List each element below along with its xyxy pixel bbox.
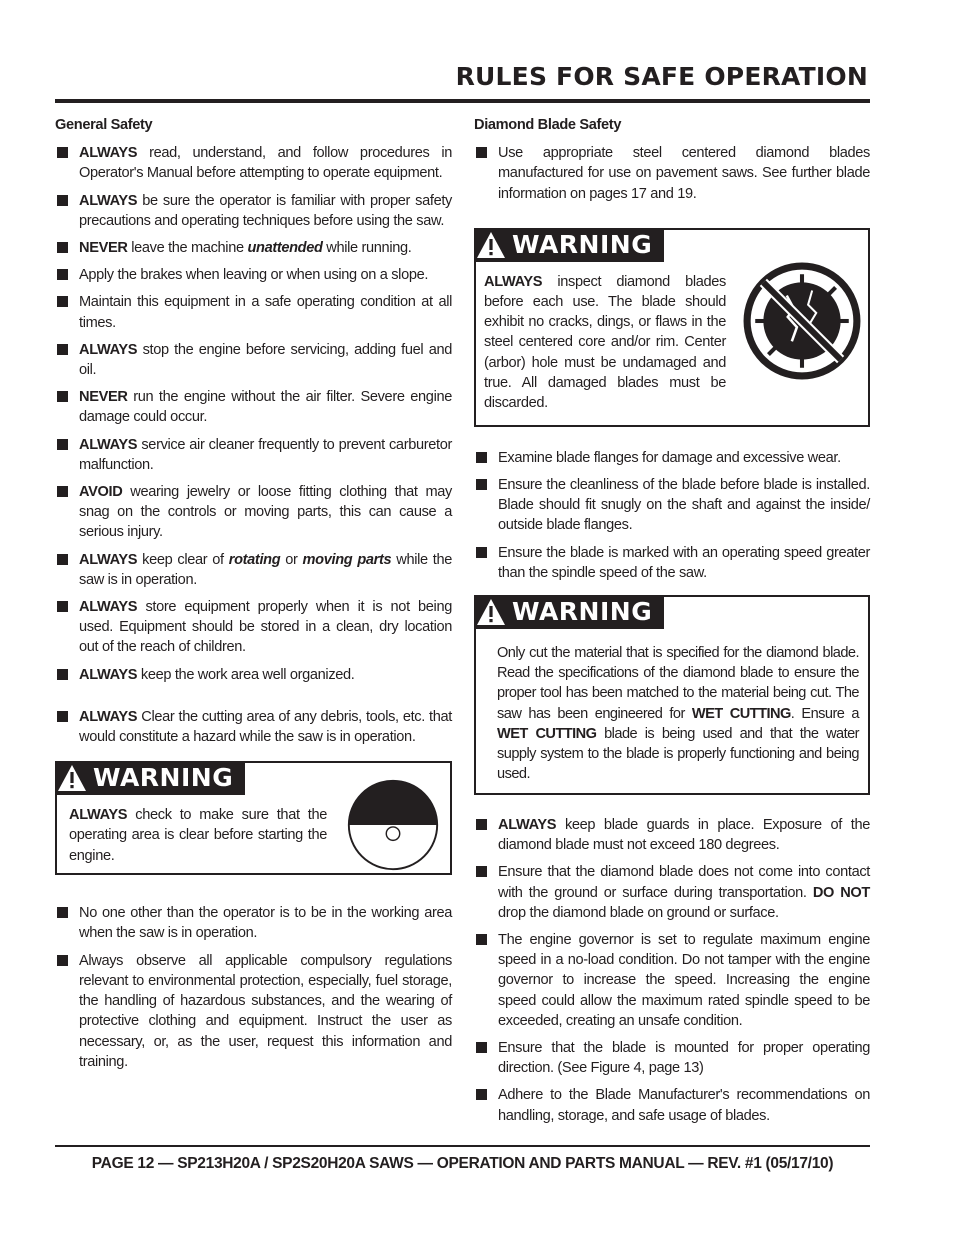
warning-text: ALWAYS check to make sure that the operating area is clear before starting the engine. <box>69 807 327 864</box>
warning-label: WARNING <box>512 596 653 626</box>
general-safety-heading: General Safety <box>55 117 153 133</box>
blade-disc-icon <box>345 777 441 873</box>
list-item: NEVER run the engine without the air filter. Severe engine damage could occur. <box>55 387 452 427</box>
bullet-icon <box>57 391 68 402</box>
warning-label: WARNING <box>512 229 653 259</box>
warning-tag <box>474 228 664 262</box>
bullet-icon <box>476 547 487 558</box>
bullet-icon <box>57 242 68 253</box>
list-item: ALWAYS Clear the cutting area of any debris, tools, etc. that would constitute a hazard while the saw is in operation. <box>55 707 452 747</box>
list-item: NEVER leave the machine unattended while running. <box>55 238 452 258</box>
list-item: ALWAYS keep the work area well organized. <box>55 665 452 685</box>
list-item: Examine blade flanges for damage and excessive wear. <box>474 448 870 468</box>
bullet-icon <box>476 1042 487 1053</box>
list-item: AVOID wearing jewelry or loose fitting clothing that may snag on the controls or moving parts, this can cause a serious injury. <box>55 482 452 543</box>
list-item: ALWAYS be sure the operator is familiar with proper safety precautions and operating techniques before using the saw. <box>55 191 452 231</box>
warning-triangle-icon <box>474 228 508 262</box>
bullet-icon <box>476 147 487 158</box>
bullet-icon <box>57 554 68 565</box>
bullet-icon <box>476 819 487 830</box>
list-item: No one other than the operator is to be in the working area when the saw is in operation. <box>55 903 452 943</box>
warning-label: WARNING <box>93 763 234 793</box>
list-item: ALWAYS store equipment properly when it is not being used. Equipment should be stored in a clean, dry location out of the reach of children. <box>55 597 452 658</box>
warning-box-material <box>474 595 870 795</box>
left-column <box>55 115 452 1079</box>
diamond-blade-safety-heading: Diamond Blade Safety <box>474 117 622 133</box>
list-item: Maintain this equipment in a safe operating condition at all times. <box>55 292 452 332</box>
right-column <box>474 115 870 1133</box>
warning-tag <box>55 761 245 795</box>
bullet-icon <box>57 147 68 158</box>
list-item: Apply the brakes when leaving or when using on a slope. <box>55 265 452 285</box>
bullet-icon <box>57 955 68 966</box>
damaged-blade-prohibited-icon <box>741 260 863 382</box>
bullet-icon <box>476 1089 487 1100</box>
header-rule <box>55 99 870 103</box>
warning-box-blade-inspection <box>474 228 870 427</box>
list-item: ALWAYS read, understand, and follow procedures in Operator's Manual before attempting to operate equipment. <box>55 143 452 183</box>
list-item: ALWAYS keep clear of rotating or moving parts while the saw is in operation. <box>55 550 452 590</box>
general-safety-list <box>55 143 452 747</box>
footer-rule <box>55 1145 870 1147</box>
bullet-icon <box>57 601 68 612</box>
bullet-icon <box>57 439 68 450</box>
page-footer: PAGE 12 — SP213H20A / SP2S20H20A SAWS — OPERATION AND PARTS MANUAL — REV. #1 (05/17/10) <box>91 1155 834 1172</box>
warning-box-work-area <box>55 761 452 875</box>
warning-text: ALWAYS inspect diamond blades before each use. The blade should exhibit no cracks, dings, or flaws in the steel centered core and/or rim. Center (arbor) hole must be undamaged and true. All damaged blades must be discarded. <box>484 273 726 412</box>
general-safety-list-2 <box>55 903 452 1072</box>
list-item: Ensure the blade is marked with an operating speed greater than the spindle speed of the saw. <box>474 543 870 583</box>
list-item: ALWAYS stop the engine before servicing, adding fuel and oil. <box>55 340 452 380</box>
bullet-icon <box>476 866 487 877</box>
warning-triangle-icon <box>474 595 508 629</box>
page-title: RULES FOR SAFE OPERATION <box>455 62 868 91</box>
bullet-icon <box>57 669 68 680</box>
bullet-icon <box>476 934 487 945</box>
warning-tag <box>474 595 664 629</box>
list-item: Use appropriate steel centered diamond blades manufactured for use on pavement saws. See further blade information on pages 17 and 19. <box>474 143 870 204</box>
blade-safety-list-2 <box>474 448 870 583</box>
bullet-icon <box>476 479 487 490</box>
list-item: ALWAYS service air cleaner frequently to prevent carburetor malfunction. <box>55 435 452 475</box>
warning-triangle-icon <box>55 761 89 795</box>
bullet-icon <box>57 296 68 307</box>
bullet-icon <box>57 486 68 497</box>
list-item: Adhere to the Blade Manufacturer's recommendations on handling, storage, and safe usage of blades. <box>474 1085 870 1125</box>
list-item: The engine governor is set to regulate maximum engine speed in a no-load condition. Do not tamper with the engine governor to increase the speed. Increasing the engine speed could allow the maximum rated spindle speed to be exceeded, creating an unsafe condition. <box>474 930 870 1031</box>
list-item: Ensure the cleanliness of the blade before blade is installed. Blade should fit snugly on the shaft and against the inside/ outside blade flanges. <box>474 475 870 536</box>
warning-text: Only cut the material that is specified for the diamond blade. Read the specifications of the diamond blade to ensure the proper tool has been matched to the material being cut. The saw has been engineered for WET CUTTING. Ensure a WET CUTTING blade is being used and that the water supply system to the blade is properly functioning and being used. <box>497 645 860 783</box>
list-item: Always observe all applicable compulsory regulations relevant to environmental protection, especially, fuel storage, the handling of hazardous substances, and the wearing of protective clothing and equipment. Instruct the user as necessary, or, as the user, request this information and training. <box>55 951 452 1072</box>
bullet-icon <box>57 195 68 206</box>
bullet-icon <box>57 344 68 355</box>
list-item: ALWAYS keep blade guards in place. Exposure of the diamond blade must not exceed 180 degrees. <box>474 815 870 855</box>
blade-safety-list-1 <box>474 143 870 204</box>
list-item: Ensure that the diamond blade does not come into contact with the ground or surface during transportation. DO NOT drop the diamond blade on ground or surface. <box>474 862 870 923</box>
list-item: Ensure that the blade is mounted for proper operating direction. (See Figure 4, page 13) <box>474 1038 870 1078</box>
bullet-icon <box>57 907 68 918</box>
bullet-icon <box>57 711 68 722</box>
bullet-icon <box>57 269 68 280</box>
bullet-icon <box>476 452 487 463</box>
blade-safety-list-3 <box>474 815 870 1126</box>
